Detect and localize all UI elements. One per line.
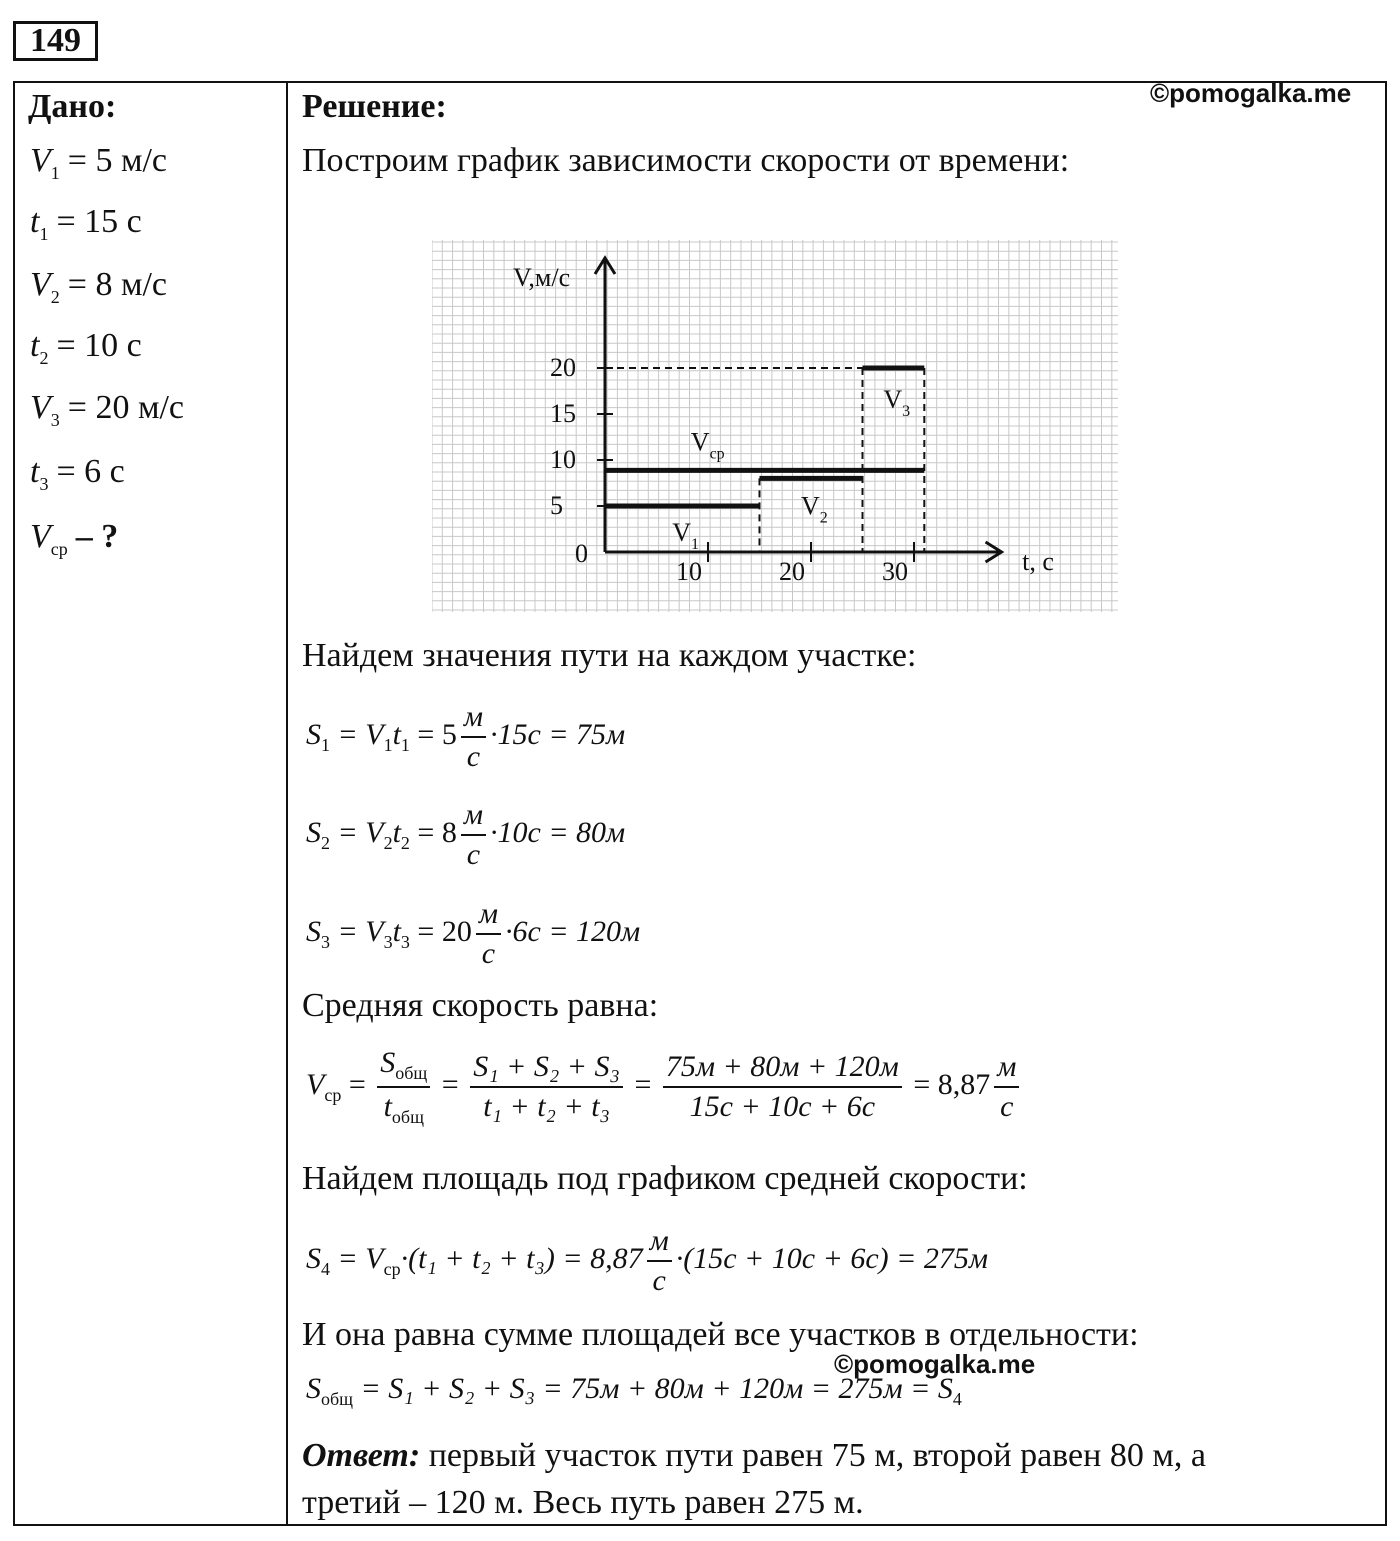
watermark-bottom: ©pomogalka.me — [834, 1349, 1036, 1379]
y-tick-label: 10 — [550, 445, 576, 474]
series-label: $V_3$ — [883, 385, 911, 420]
answer-line-1: Ответ: первый участок пути равен 75 м, второй равен 80 м, а — [302, 1437, 1206, 1474]
given-item: $t_1 = 15$ с — [30, 203, 142, 244]
given-item: $V_3 = 20$ м/с — [30, 389, 185, 430]
table-divider — [286, 81, 288, 1526]
velocity-time-chart — [432, 240, 1122, 620]
given-item: $V_2 = 8$ м/с — [30, 266, 168, 307]
x-tick-label: 20 — [779, 557, 805, 586]
given-item: $V_1 = 5$ м/с — [30, 142, 168, 183]
y-tick-label: 20 — [550, 353, 576, 382]
area-text: Найдем площадь под графиком средней скорости: — [302, 1160, 1028, 1197]
given-item: $t_2 = 10$ с — [30, 327, 142, 368]
intro-text: Построим график зависимости скорости от времени: — [302, 142, 1070, 179]
series-label: $V_1$ — [672, 518, 700, 553]
y-tick-label: 15 — [550, 399, 576, 428]
equation-vavg: $V_{ср}$ = $\frac{S_{общ}}{t_{общ}}$ = $\frac{\text{S₁ + S₂ + S₃}}{\text{t₁ + t₂ + t₃}}$ = $\frac{75м + 80м + 120м}{15с + 10с + 6с}$ = 8,87 $\frac{м}{с}$ — [306, 1046, 1023, 1128]
answer-label: Ответ: — [302, 1437, 421, 1474]
find-paths-text: Найдем значения пути на каждом участке: — [302, 637, 917, 674]
x-axis-label: t, с — [1022, 547, 1054, 576]
series-label: $V_{ср}$ — [690, 427, 725, 463]
chart-grid — [432, 240, 1118, 612]
watermark-top: ©pomogalka.me — [1150, 78, 1352, 108]
answer-line-2: третий – 120 м. Весь путь равен 275 м. — [302, 1484, 864, 1521]
y-tick-label: 5 — [550, 491, 563, 520]
y-axis-label: V,м/с — [513, 263, 571, 292]
equation-s2: $S_2 = V_2t_2 = 8$ $\frac{м}{с}$ ·10с = 80м — [306, 798, 626, 871]
series-label: $V_2$ — [801, 491, 828, 527]
x-tick-label: 30 — [882, 557, 908, 586]
given-item: $V_{ср}$ – ? — [30, 518, 119, 559]
solution-header: Решение: — [302, 88, 447, 125]
problem-number: 149 — [13, 21, 98, 61]
given-item: $t_3 = 6$ с — [30, 453, 125, 494]
avg-speed-text: Средняя скорость равна: — [302, 987, 659, 1024]
equation-s1: $S_1 = V_1t_1 = 5$ $\frac{м}{с}$ ·15с = 75м — [306, 700, 626, 773]
sum-text: И она равна сумме площадей все участков в отдельности: — [302, 1316, 1139, 1353]
equation-s4: $S_4 = V_{ср}\cdot(t_1 + t_2 + t_3) = 8,87$ $\frac{м}{с}$ ·(15с + 10с + 6с) = 275м — [306, 1224, 989, 1297]
equation-s3: $S_3 = V_3t_3 = 20$ $\frac{м}{с}$ ·6с = 120м — [306, 897, 641, 970]
x-tick-label: 10 — [676, 557, 702, 586]
origin-label: 0 — [575, 539, 588, 568]
given-header: Дано: — [28, 88, 117, 125]
equation-stotal: $S_{общ} = S_1 + S_2 + S_3 = 75м + 80м + 120м = 275м = S_4$ — [306, 1372, 962, 1409]
